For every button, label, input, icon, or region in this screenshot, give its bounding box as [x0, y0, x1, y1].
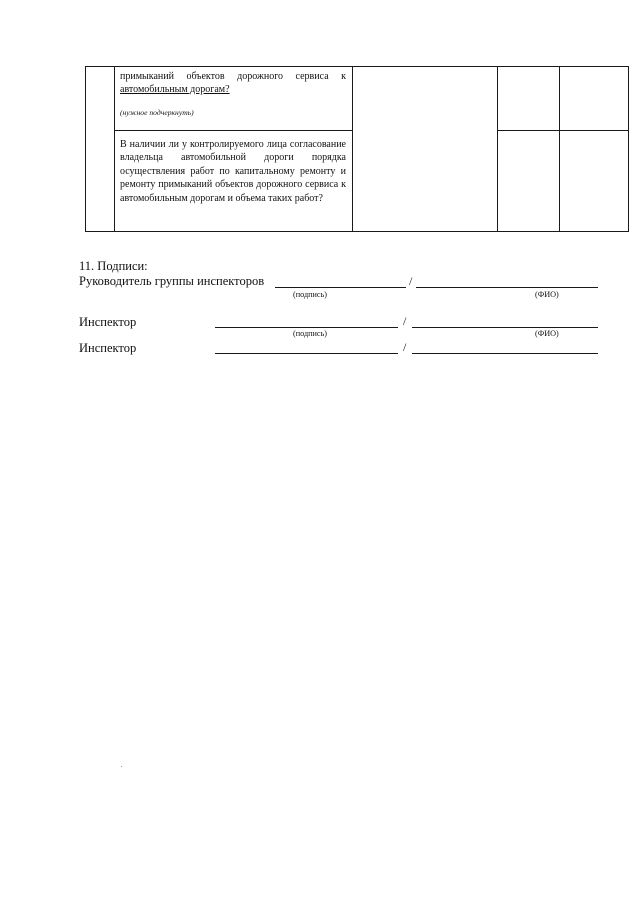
leader-fio-caption: (ФИО): [535, 290, 559, 299]
leader-label: Руководитель группы инспекторов: [79, 274, 265, 288]
inspector-1-fio-line[interactable]: [412, 327, 598, 328]
question-cell-1: [120, 70, 346, 97]
table-border-left: [85, 66, 86, 232]
question-cell-2: В наличии ли у контролируемого лица согласование владельца автомобильной дороги порядка осуществления работ по капитальному ремонту и ремонту примыканий объектов дорожного сервиса к автомобильным дорогам и объема таких работ?: [120, 139, 346, 204]
question-1-note: (нужное подчеркнуть): [120, 108, 194, 117]
leader-sign-caption: (подпись): [293, 290, 327, 299]
inspector-1-fio-caption: (ФИО): [535, 329, 559, 338]
checklist-table: [85, 66, 629, 232]
inspector-2-signature-line[interactable]: [215, 353, 398, 354]
table-row-divider: [497, 130, 629, 131]
inspector-2-label: Инспектор: [79, 341, 137, 355]
inspector-1-sign-caption: (подпись): [293, 329, 327, 338]
leader-slash: /: [409, 274, 413, 288]
table-col-divider: [497, 66, 498, 232]
table-border-right: [628, 66, 629, 232]
table-border-bottom: [85, 231, 629, 232]
leader-fio-line[interactable]: [416, 287, 598, 288]
inspector-1-label: Инспектор: [79, 315, 137, 329]
inspector-2-slash: /: [403, 340, 407, 354]
scan-speck: [121, 766, 122, 767]
table-row-divider: [114, 130, 352, 131]
table-col-divider: [352, 66, 353, 232]
question-1-line: примыканий объектов дорожного сервиса к: [120, 71, 346, 82]
signatures-heading: 11. Подписи:: [79, 259, 148, 273]
table-col-divider: [114, 66, 115, 232]
question-1-underlined: автомобильным дорогам?: [120, 84, 230, 96]
table-col-divider: [559, 66, 560, 232]
leader-signature-line[interactable]: [275, 287, 406, 288]
inspector-1-slash: /: [403, 314, 407, 328]
inspector-2-fio-line[interactable]: [412, 353, 598, 354]
inspector-1-signature-line[interactable]: [215, 327, 398, 328]
table-border-top: [85, 66, 629, 67]
